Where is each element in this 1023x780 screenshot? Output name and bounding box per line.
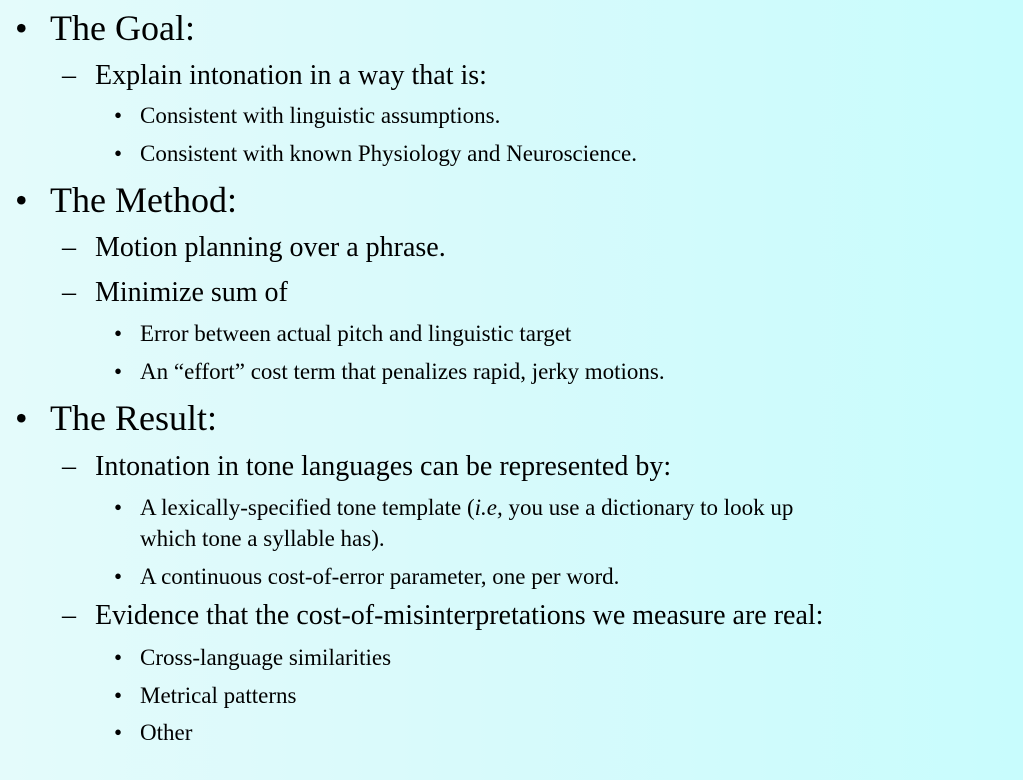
bullet: • [15, 8, 28, 48]
result-subitem-text: Cross-language similarities [140, 645, 392, 670]
goal-heading: The Goal: [50, 8, 195, 48]
method-item-text: Motion planning over a phrase. [95, 232, 446, 263]
result-subitem-text-part: A lexically-specified tone template ( [140, 495, 475, 520]
bullet: • [114, 103, 123, 128]
dash-bullet: – [62, 277, 76, 308]
goal-item-text: Explain intonation in a way that is: [95, 60, 487, 91]
result-subitem-text: Other [140, 720, 193, 745]
result-subitem-text: Metrical patterns [140, 683, 297, 708]
bullet: • [114, 720, 123, 745]
bullet: • [114, 645, 123, 670]
result-subitem-text: A continuous cost-of-error parameter, one per word. [140, 564, 620, 589]
method-subitem-text: Error between actual pitch and linguistic target [140, 321, 572, 346]
method-heading: The Method: [50, 180, 237, 220]
bullet: • [114, 495, 123, 520]
method-item-text: Minimize sum of [95, 277, 288, 308]
dash-bullet: – [62, 232, 76, 263]
goal-subitem-text: Consistent with known Physiology and Neuroscience. [140, 141, 638, 166]
result-item-text: Evidence that the cost-of-misinterpretations we measure are real: [95, 600, 824, 631]
result-subitem-text-part: you use a dictionary to look up [502, 495, 794, 520]
result-subitem-text-line2: which tone a syllable has). [140, 526, 385, 551]
dash-bullet: – [62, 451, 76, 482]
result-subitem-text [140, 496, 793, 519]
goal-subitem-text: Consistent with linguistic assumptions. [140, 103, 501, 128]
dash-bullet: – [62, 600, 76, 631]
bullet: • [114, 683, 123, 708]
ie-abbreviation: i.e, [474, 495, 503, 520]
result-item-text: Intonation in tone languages can be represented by: [95, 451, 672, 482]
method-subitem-text: An “effort” cost term that penalizes rapid, jerky motions. [140, 359, 665, 384]
bullet: • [114, 564, 123, 589]
bullet: • [114, 141, 123, 166]
bullet: • [114, 359, 123, 384]
bullet: • [15, 398, 28, 438]
bullet: • [114, 321, 123, 346]
bullet: • [15, 180, 28, 220]
result-heading: The Result: [50, 398, 217, 438]
dash-bullet: – [62, 60, 76, 91]
